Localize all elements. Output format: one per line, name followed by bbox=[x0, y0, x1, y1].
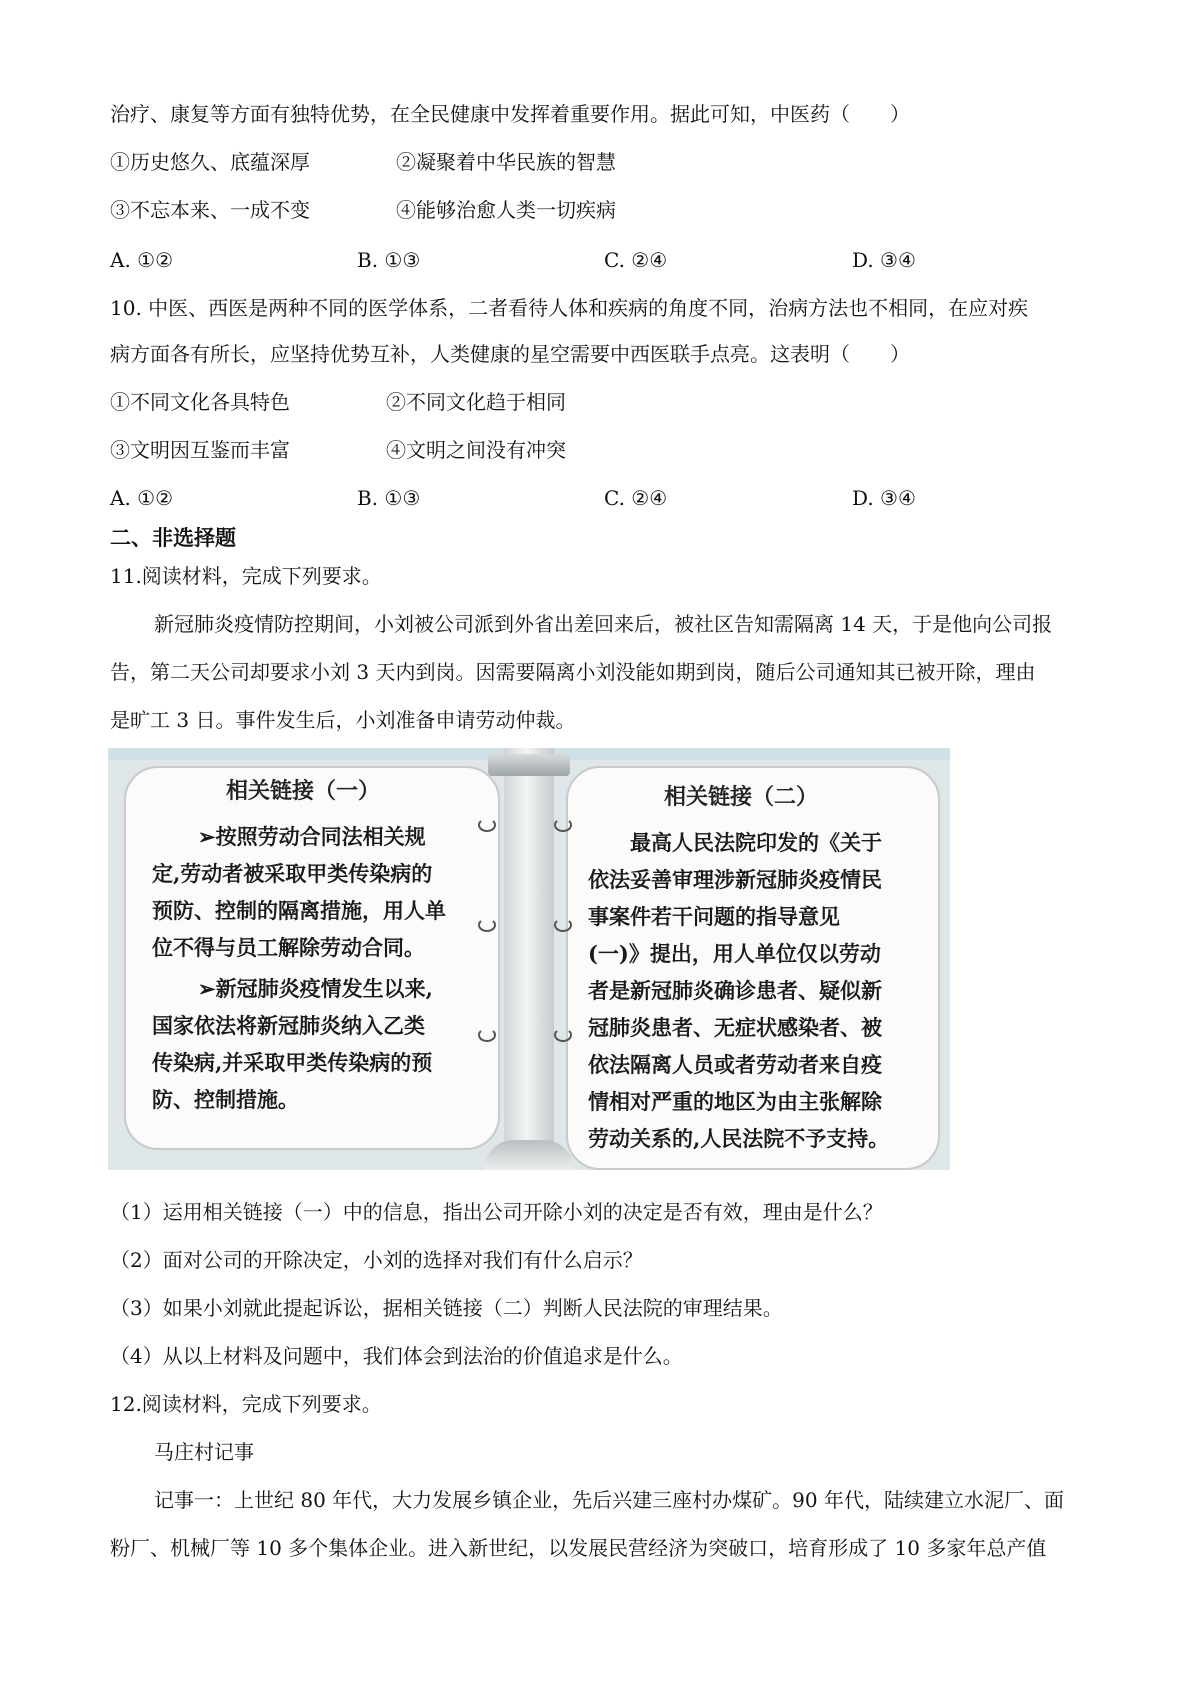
q10-option-d: D. ③④ bbox=[852, 486, 916, 510]
q11-material-line-2: 告，第二天公司却要求小刘 3 天内到岗。因需要隔离小刘没能如期到岗，随后公司通知其已被开除，理由 bbox=[110, 660, 1036, 684]
q11-prompt: 11.阅读材料，完成下列要求。 bbox=[110, 564, 382, 588]
q9-option-c: C. ②④ bbox=[604, 248, 668, 272]
q9-statement-1: ①历史悠久、底蕴深厚 bbox=[110, 150, 310, 174]
q11-material-line-3: 是旷工 3 日。事件发生后，小刘准备申请劳动仲裁。 bbox=[110, 708, 576, 732]
q10-statement-4: ④文明之间没有冲突 bbox=[386, 438, 566, 462]
q9-option-d: D. ③④ bbox=[852, 248, 916, 272]
q9-statement-3: ③不忘本来、一成不变 bbox=[110, 198, 310, 222]
q11-subquestion-4: （4）从以上材料及问题中，我们体会到法治的价值追求是什么。 bbox=[110, 1344, 683, 1368]
q11-subquestion-2: （2）面对公司的开除决定，小刘的选择对我们有什么启示？ bbox=[110, 1248, 643, 1272]
q10-statement-3: ③文明因互鉴而丰富 bbox=[110, 438, 290, 462]
related-link-1-line: ➢新冠肺炎疫情发生以来, bbox=[198, 976, 433, 1001]
q10-statement-1: ①不同文化各具特色 bbox=[110, 390, 290, 414]
related-link-1-line: 定,劳动者被采取甲类传染病的 bbox=[152, 861, 433, 886]
ring-icon bbox=[554, 818, 572, 832]
related-link-1-line: ➢按照劳动合同法相关规 bbox=[198, 824, 426, 849]
q10-option-b: B. ①③ bbox=[357, 486, 421, 510]
q12-material-title: 马庄村记事 bbox=[154, 1440, 254, 1464]
related-link-1-line: 位不得与员工解除劳动合同。 bbox=[152, 935, 425, 960]
q12-material-line-2: 粉厂、机械厂等 10 多个集体企业。进入新世纪，以发展民营经济为突破口，培育形成了 10 多家年总产值 bbox=[110, 1536, 1047, 1560]
related-link-1-line: 预防、控制的隔离措施，用人单 bbox=[152, 898, 446, 923]
q10-option-a: A. ①② bbox=[110, 486, 174, 510]
related-link-2-line: 事案件若干问题的指导意见 bbox=[588, 904, 840, 929]
related-link-2-line: 劳动关系的,人民法院不予支持。 bbox=[588, 1126, 890, 1151]
q9-stem-line: 治疗、康复等方面有独特优势，在全民健康中发挥着重要作用。据此可知，中医药（ ） bbox=[110, 102, 910, 126]
pillar-divider bbox=[504, 748, 554, 1170]
q10-stem-line-1: 10. 中医、西医是两种不同的医学体系，二者看待人体和疾病的角度不同，治病方法也不相同，在应对疾 bbox=[110, 296, 1029, 320]
related-link-1-title: 相关链接（一） bbox=[226, 779, 381, 804]
pillar-cap bbox=[488, 754, 570, 776]
section-heading: 二、非选择题 bbox=[110, 526, 236, 550]
related-link-2-line: 最高人民法院印发的《关于 bbox=[630, 830, 882, 855]
q10-option-c: C. ②④ bbox=[604, 486, 668, 510]
ring-icon bbox=[554, 918, 572, 932]
related-link-2-line: (一)》提出，用人单位仅以劳动 bbox=[588, 941, 881, 966]
related-link-2-line: 情相对严重的地区为由主张解除 bbox=[588, 1089, 882, 1114]
related-link-1-line: 防、控制措施。 bbox=[152, 1087, 299, 1112]
related-links-figure bbox=[108, 748, 950, 1170]
related-link-2-line: 者是新冠肺炎确诊患者、疑似新 bbox=[588, 978, 882, 1003]
q12-prompt: 12.阅读材料，完成下列要求。 bbox=[110, 1392, 382, 1416]
q11-material-line-1: 新冠肺炎疫情防控期间，小刘被公司派到外省出差回来后，被社区告知需隔离 14 天，于是他向公司报 bbox=[154, 612, 1053, 636]
ring-icon bbox=[478, 1028, 496, 1042]
q11-subquestion-3: （3）如果小刘就此提起诉讼，据相关链接（二）判断人民法院的审理结果。 bbox=[110, 1296, 783, 1320]
related-link-2-line: 依法隔离人员或者劳动者来自疫 bbox=[588, 1052, 882, 1077]
q9-option-b: B. ①③ bbox=[357, 248, 421, 272]
related-link-1-line: 国家依法将新冠肺炎纳入乙类 bbox=[152, 1013, 425, 1038]
related-link-2-line: 依法妥善审理涉新冠肺炎疫情民 bbox=[588, 867, 882, 892]
ring-icon bbox=[478, 918, 496, 932]
ring-icon bbox=[554, 1028, 572, 1042]
related-link-1-line: 传染病,并采取甲类传染病的预 bbox=[152, 1050, 433, 1075]
q9-statement-4: ④能够治愈人类一切疾病 bbox=[396, 198, 616, 222]
related-link-2-title: 相关链接（二） bbox=[664, 785, 819, 810]
q9-option-a: A. ①② bbox=[110, 248, 174, 272]
ring-icon bbox=[478, 818, 496, 832]
q11-subquestion-1: （1）运用相关链接（一）中的信息，指出公司开除小刘的决定是否有效，理由是什么？ bbox=[110, 1200, 883, 1224]
q12-material-line-1: 记事一：上世纪 80 年代，大力发展乡镇企业，先后兴建三座村办煤矿。90 年代，陆续建立水泥厂、面 bbox=[154, 1488, 1064, 1512]
q9-statement-2: ②凝聚着中华民族的智慧 bbox=[396, 150, 616, 174]
q10-statement-2: ②不同文化趋于相同 bbox=[386, 390, 566, 414]
q10-stem-line-2: 病方面各有所长，应坚持优势互补，人类健康的星空需要中西医联手点亮。这表明（ ） bbox=[110, 342, 910, 366]
pillar-base bbox=[484, 1140, 574, 1170]
related-link-2-line: 冠肺炎患者、无症状感染者、被 bbox=[588, 1015, 882, 1040]
